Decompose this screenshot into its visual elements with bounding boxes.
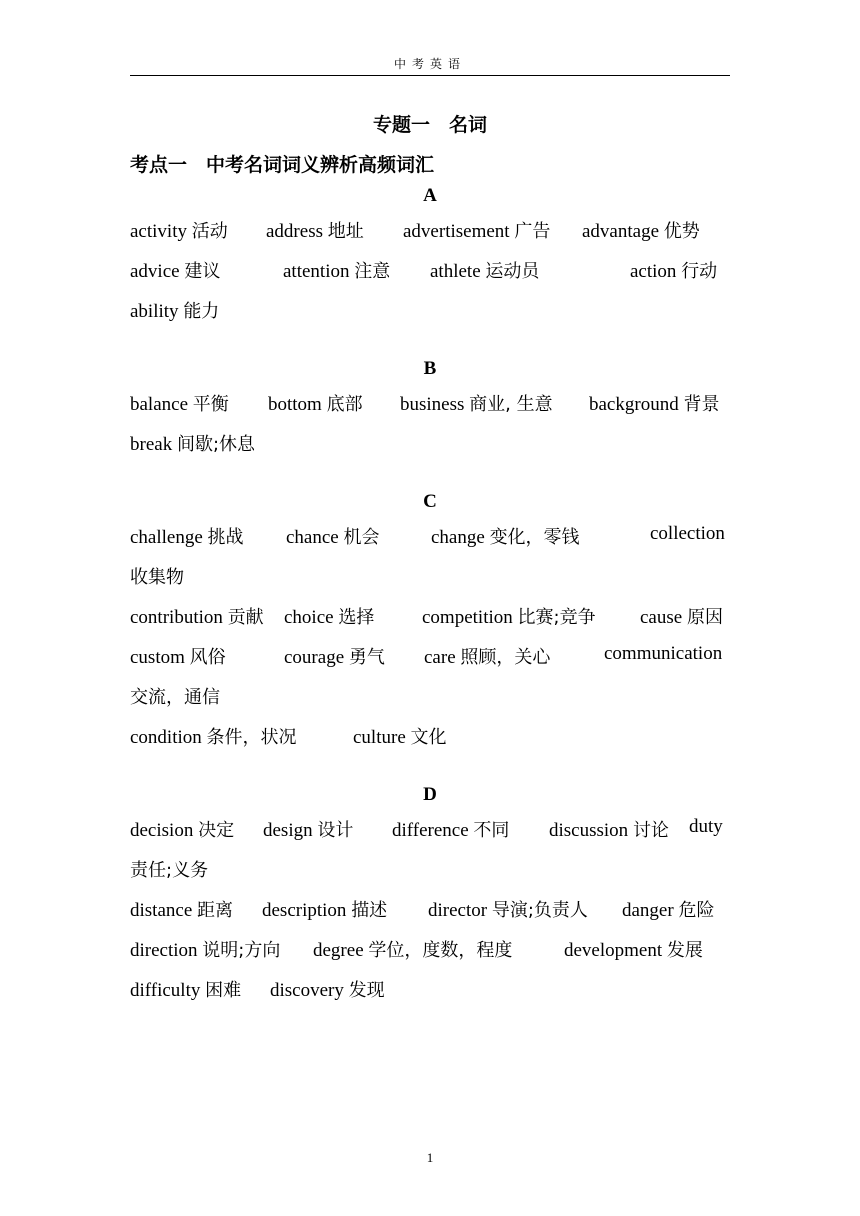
- vocab-entry: culture 文化: [353, 727, 447, 748]
- vocab-entry: decision 决定: [130, 820, 235, 841]
- vocab-entry: difficulty 困难: [130, 980, 242, 1001]
- vocab-entry: advantage 优势: [582, 221, 700, 242]
- word-line: [130, 217, 730, 245]
- vocab-entry: choice 选择: [284, 607, 375, 628]
- page-header: 中考英语: [393, 57, 466, 71]
- vocab-entry: advertisement 广告: [403, 221, 551, 242]
- vocab-entry: condition 条件，状况: [130, 727, 297, 748]
- vocab-entry: description 描述: [262, 900, 388, 921]
- vocab-entry: ability 能力: [130, 301, 220, 322]
- word-line: [130, 430, 730, 458]
- vocab-entry: care 照顾，关心: [424, 647, 551, 668]
- vocab-entry: change 变化，零钱: [431, 527, 580, 548]
- vocab-entry: contribution 贡献: [130, 607, 264, 628]
- page-number: 1: [426, 1150, 434, 1165]
- letter-heading-b: B: [423, 358, 437, 379]
- vocab-entry-continuation: 责任;义务: [130, 860, 209, 881]
- vocab-entry: custom 风俗: [130, 647, 226, 668]
- word-line: [130, 257, 730, 285]
- vocab-entry: collection: [650, 523, 725, 544]
- letter-heading-a: A: [423, 185, 437, 206]
- section-heading: 考点一 中考名词词义辨析高频词汇: [130, 154, 435, 176]
- word-line: [130, 723, 730, 751]
- vocab-entry: chance 机会: [286, 527, 380, 548]
- vocab-entry: danger 危险: [622, 900, 715, 921]
- vocab-entry: attention 注意: [283, 261, 391, 282]
- vocab-entry: distance 距离: [130, 900, 234, 921]
- vocab-entry: address 地址: [266, 221, 364, 242]
- vocab-entry: director 导演;负责人: [428, 900, 588, 921]
- vocab-entry: activity 活动: [130, 221, 228, 242]
- vocab-entry: degree 学位，度数，程度: [313, 940, 513, 961]
- vocab-entry: business 商业, 生意: [400, 394, 553, 415]
- vocab-entry: duty: [689, 816, 723, 837]
- word-line: [130, 816, 730, 844]
- word-line: [130, 936, 730, 964]
- page-title: 专题一 名词: [372, 114, 487, 136]
- vocab-entry: cause 原因: [640, 607, 723, 628]
- vocab-entry: athlete 运动员: [430, 261, 540, 282]
- word-line: [130, 683, 730, 711]
- vocab-entry: discussion 讨论: [549, 820, 669, 841]
- word-line: [130, 896, 730, 924]
- vocab-entry: action 行动: [630, 261, 718, 282]
- vocab-entry: communication: [604, 643, 723, 664]
- word-line: [130, 603, 730, 631]
- vocab-entry: challenge 挑战: [130, 527, 244, 548]
- word-line: [130, 856, 730, 884]
- vocab-entry: competition 比赛;竞争: [422, 607, 596, 628]
- vocab-entry: balance 平衡: [130, 394, 229, 415]
- vocab-entry: difference 不同: [392, 820, 510, 841]
- vocab-entry-continuation: 交流，通信: [130, 687, 220, 708]
- vocab-entry: advice 建议: [130, 261, 221, 282]
- word-line: [130, 643, 730, 671]
- vocab-entry: courage 勇气: [284, 647, 385, 668]
- vocab-entry: design 设计: [263, 820, 354, 841]
- word-line: [130, 297, 730, 325]
- word-line: [130, 523, 730, 551]
- vocab-entry-continuation: 收集物: [130, 567, 184, 588]
- vocab-entry: break 间歇;休息: [130, 434, 256, 455]
- vocab-entry: direction 说明;方向: [130, 940, 281, 961]
- word-line: [130, 563, 730, 591]
- vocab-entry: discovery 发现: [270, 980, 385, 1001]
- letter-heading-d: D: [423, 784, 437, 805]
- word-line: [130, 976, 730, 1004]
- letter-heading-c: C: [423, 491, 437, 512]
- vocab-entry: development 发展: [564, 940, 703, 961]
- vocab-entry: bottom 底部: [268, 394, 363, 415]
- header-divider: [130, 75, 730, 76]
- word-line: [130, 390, 730, 418]
- vocab-entry: background 背景: [589, 394, 720, 415]
